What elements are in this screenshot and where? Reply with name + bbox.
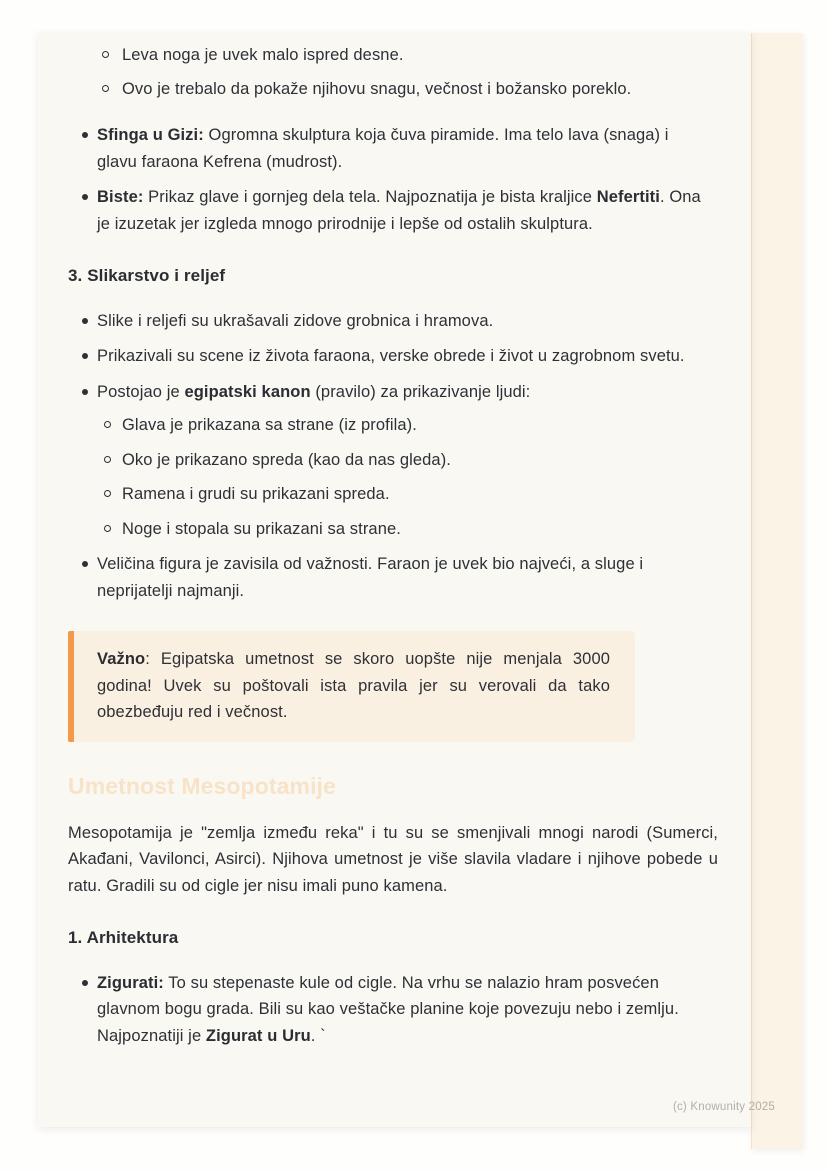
list-item: Ramena i grudi su prikazani spreda. xyxy=(97,481,706,508)
list-item: Oko je prikazano spreda (kao da nas gleda). xyxy=(97,447,706,474)
list-item: Noge i stopala su prikazani sa strane. xyxy=(97,516,706,543)
section-heading-slikarstvo: 3. Slikarstvo i reljef xyxy=(68,266,226,285)
list-item: Glava je prikazana sa strane (iz profila). xyxy=(97,412,706,439)
list-item: Slike i reljefi su ukrašavali zidove grobnica i hramova. xyxy=(68,308,718,335)
sub-bullet-list-statues xyxy=(68,42,718,102)
intro-paragraph: Mesopotamija je "zemlja između reka" i tu su se smenjivali mnogi narodi (Sumerci, Akađani, Vavilonci, Asirci). Njihova umetnost je više slavila vladare i njihove pobede u ratu. Gradili su od cigle jer nisu imali puno kamena. xyxy=(68,823,718,895)
list-item xyxy=(68,379,718,543)
copyright-footer: (c) Knowunity 2025 xyxy=(672,1101,775,1113)
list-item: Veličina figura je zavisila od važnosti. Faraon je uvek bio najveći, a sluge i neprijatelji najmanji. xyxy=(68,551,718,604)
page-content xyxy=(68,42,718,1073)
list-item: Zigurati: To su stepenaste kule od cigle. Na vrhu se nalazio hram posvećen glavnom bogu grada. Bili su kao veštačke planine koje povezuju nebo i zemlju. Najpoznatiji je Zigurat u Uru. ` xyxy=(68,970,718,1050)
list-item: Prikazivali su scene iz života faraona, verske obrede i život u zagrobnom svetu. xyxy=(68,343,718,370)
sub-bullet-list-kanon xyxy=(97,412,706,542)
list-item: Leva noga je uvek malo ispred desne. xyxy=(68,42,718,69)
section-heading-mesopotamija: Umetnost Mesopotamije xyxy=(68,772,336,799)
document-page xyxy=(38,33,751,1127)
important-callout xyxy=(68,631,635,742)
list-item-text: Postojao je egipatski kanon (pravilo) za prikazivanje ljudi: xyxy=(97,382,531,401)
bullet-list-sculpture xyxy=(68,122,718,237)
list-item: Ovo je trebalo da pokaže njihovu snagu, večnost i božansko poreklo. xyxy=(68,76,718,103)
section-heading-arhitektura: 1. Arhitektura xyxy=(68,928,179,947)
list-item: Biste: Prikaz glave i gornjeg dela tela. Najpoznatija je bista kraljice Nefertiti. Ona je izuzetak jer izgleda mnogo prirodnije i lepše od ostalih skulptura. xyxy=(68,184,718,237)
next-page-edge xyxy=(751,33,803,1149)
bullet-list-slikarstvo xyxy=(68,308,718,605)
bullet-list-arhitektura xyxy=(68,970,718,1050)
callout-text: Važno: Egipatska umetnost se skoro uopšte nije menjala 3000 godina! Uvek su poštovali ista pravila jer su verovali da tako obezbeđuju red i večnost. xyxy=(97,650,610,721)
list-item: Sfinga u Gizi: Ogromna skulptura koja čuva piramide. Ima telo lava (snaga) i glavu faraona Kefrena (mudrost). xyxy=(68,122,718,175)
